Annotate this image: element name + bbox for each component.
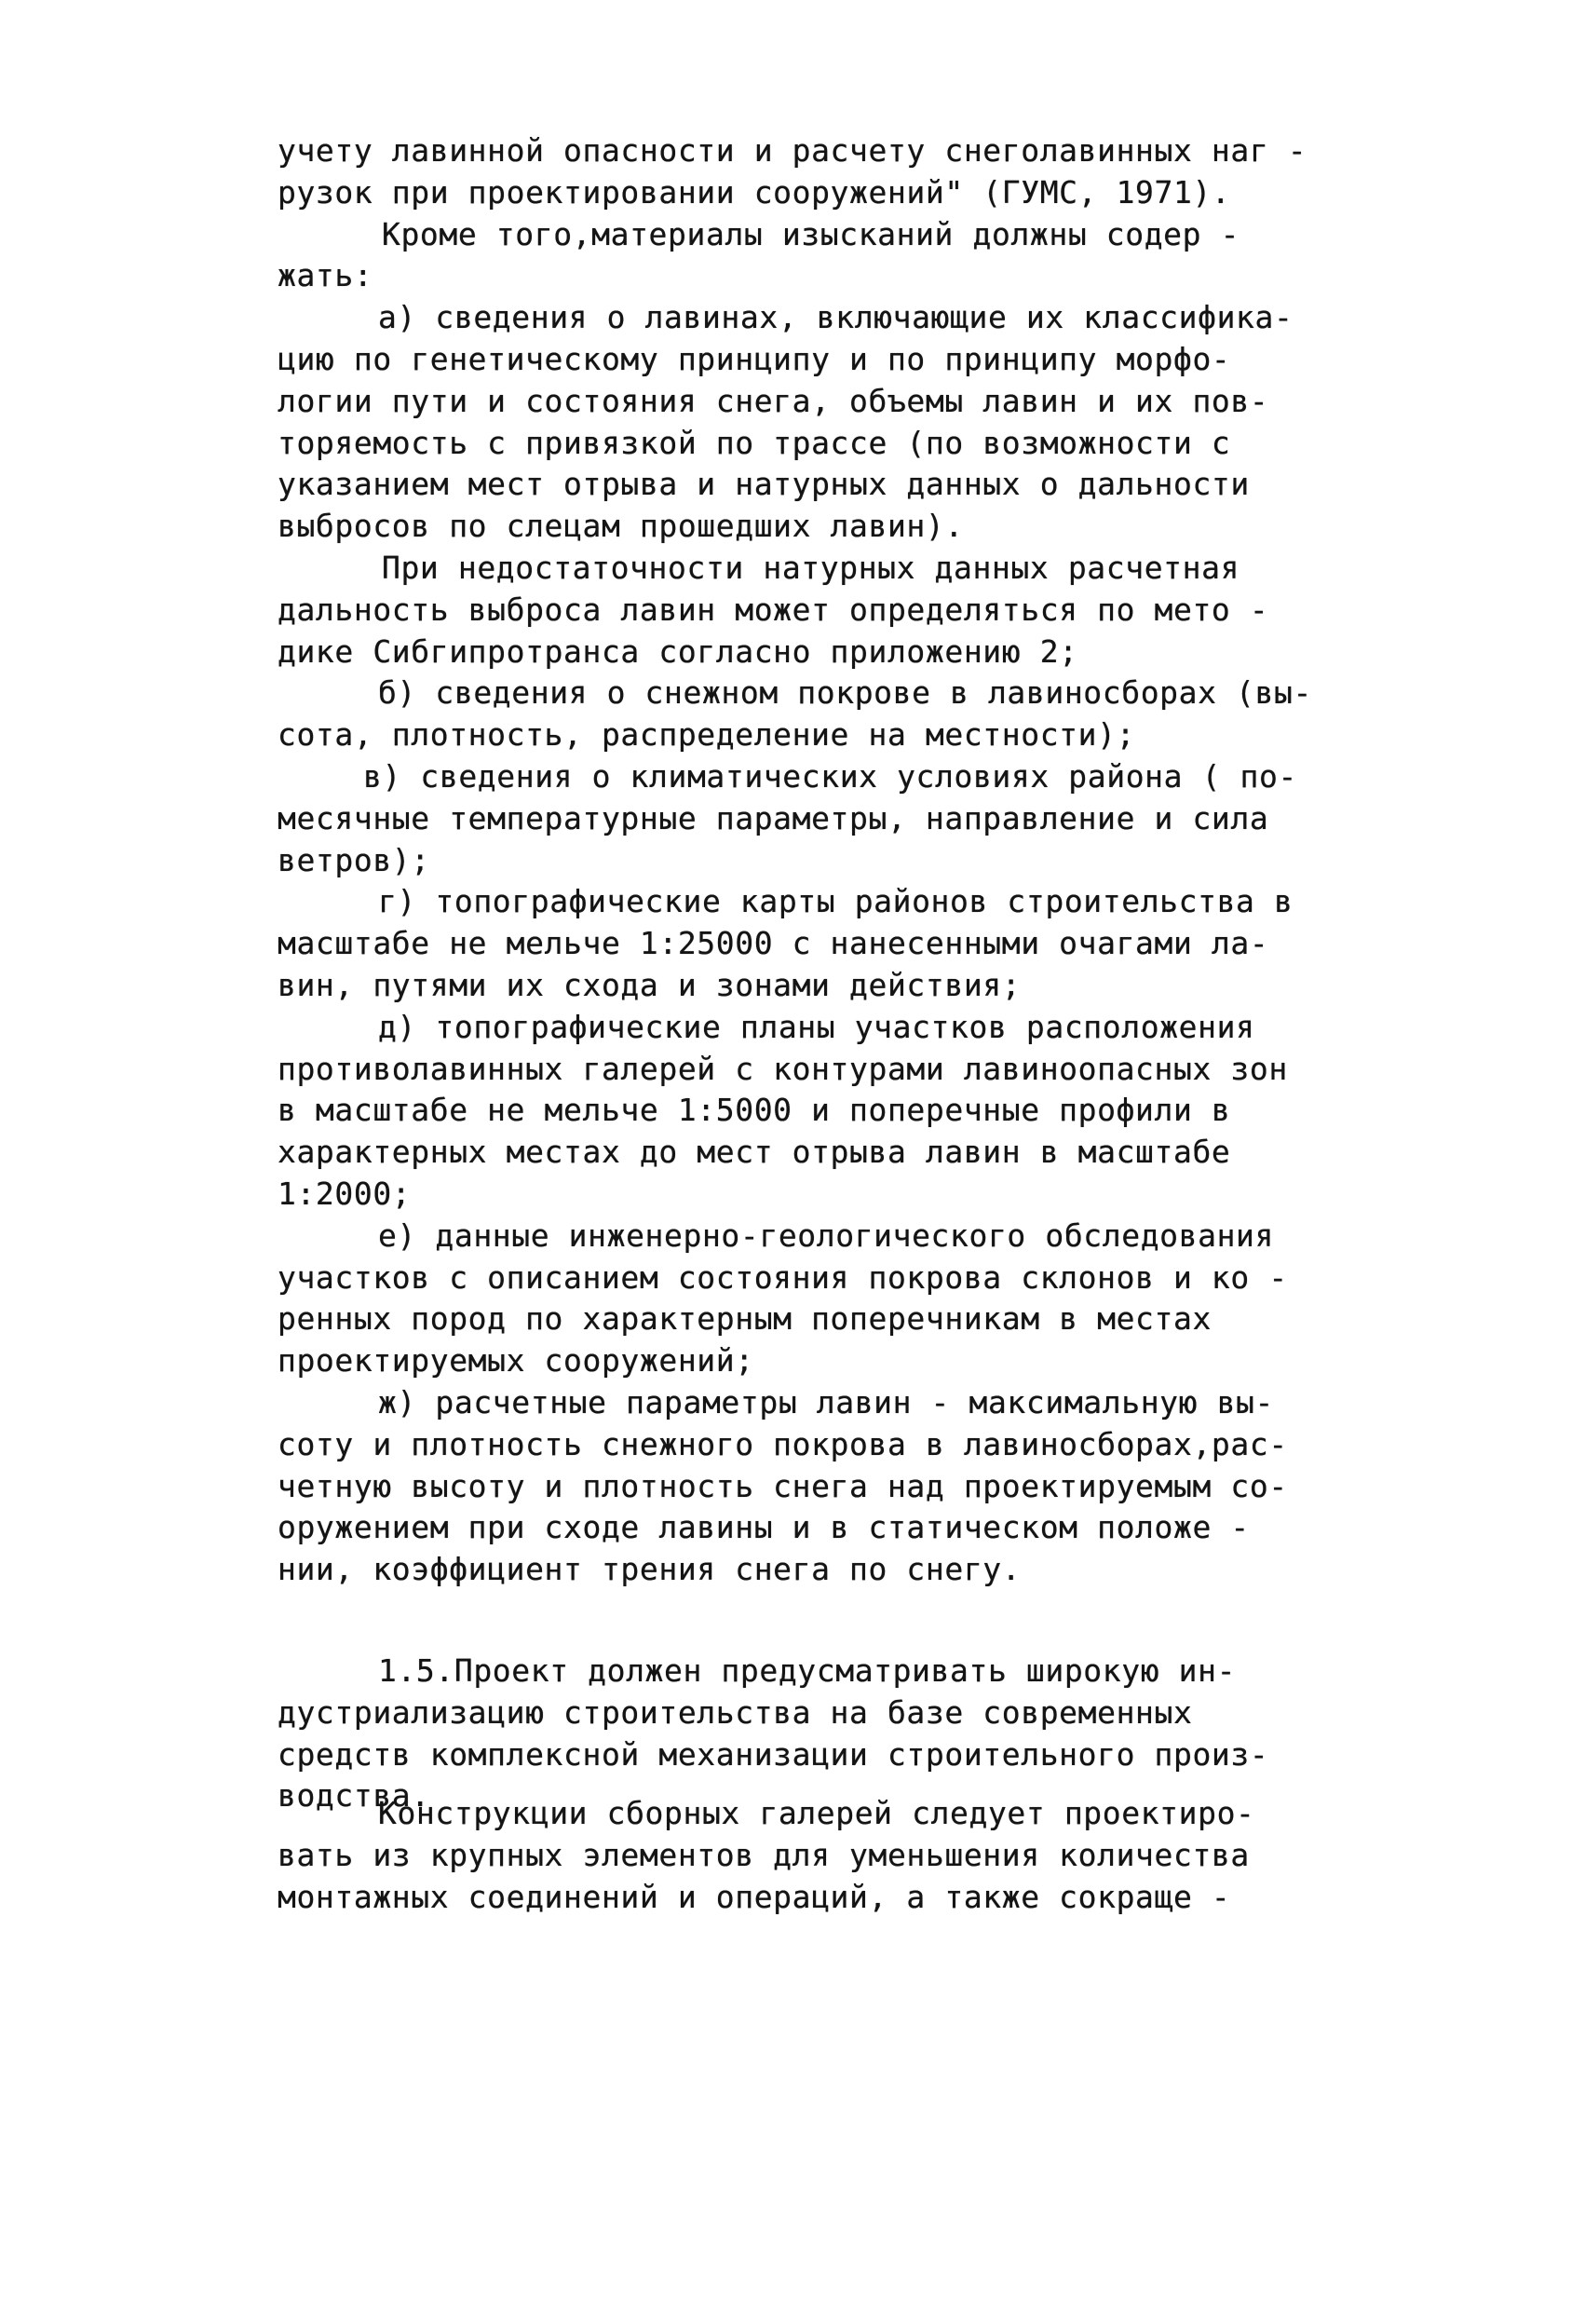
text-line: жать: [278, 257, 373, 294]
text-line: выбросов по слецам прошедших лавин). [278, 508, 964, 545]
text-line: средств комплексной механизации строительного произ- [278, 1735, 1269, 1773]
text-line: 1.5.Проект должен предусматривать широкую ин- [378, 1652, 1237, 1689]
text-line: дальность выброса лавин может определяться по мето - [278, 591, 1269, 628]
text-line: дике Сибгипротранса согласно приложению 2; [278, 632, 1078, 670]
text-line: указанием мест отрыва и натурных данных о дальности [278, 466, 1250, 503]
text-line: ж) расчетные параметры лавин - максимальную вы- [378, 1383, 1274, 1420]
text-line: е) данные инженерно-геологического обследования [378, 1216, 1274, 1254]
text-line: сота, плотность, распределение на местности); [278, 716, 1136, 754]
text-line: Конструкции сборных галерей следует проектиро- [378, 1795, 1255, 1831]
text-line: а) сведения о лавинах, включающие их классифика- [378, 299, 1294, 336]
text-line: вать из крупных элементов для уменьшения количества [278, 1836, 1250, 1873]
text-line: ветров); [278, 841, 430, 878]
text-line: четную высоту и плотность снега над проектируемым со- [278, 1467, 1288, 1504]
text-line: д) топографические планы участков расположения [378, 1008, 1255, 1045]
text-line: соту и плотность снежного покрова в лавиносборах,рас- [278, 1425, 1288, 1462]
text-line: Кроме того,материалы изысканий должны содер - [382, 215, 1240, 252]
text-line: При недостаточности натурных данных расчетная [382, 549, 1240, 586]
text-line: логии пути и состояния снега, объемы лавин и их пов- [278, 382, 1269, 419]
text-line: учету лавинной опасности и расчету снеголавинных наг - [278, 132, 1307, 169]
paragraph-block-constructions [278, 1793, 1409, 1918]
text-line: в масштабе не мельче 1:5000 и поперечные профили в [278, 1092, 1231, 1129]
text-line: торяемость с привязкой по трассе (по возможности с [278, 424, 1231, 461]
text-line: проектируемых сооружений; [278, 1342, 754, 1379]
text-line: нии, коэффициент трения снега по снегу. [278, 1551, 1022, 1588]
text-line: масштабе не мельче 1:25000 с нанесенными очагами ла- [278, 925, 1269, 962]
text-line: месячные температурные параметры, направление и сила [278, 799, 1269, 836]
paragraph-block-requirements [278, 130, 1409, 1591]
text-line: дустриализацию строительства на базе современных [278, 1693, 1193, 1731]
text-line: цию по генетическому принципу и по принципу морфо- [278, 340, 1231, 377]
text-line: г) топографические карты районов строительства в [378, 883, 1294, 920]
text-line: б) сведения о снежном покрове в лавиносборах (вы- [378, 674, 1312, 712]
text-line: участков с описанием состояния покрова склонов и ко - [278, 1258, 1288, 1296]
text-line: оружением при сходе лавины и в статическом положе - [278, 1509, 1250, 1546]
text-line: в) сведения о климатических условиях района ( по- [363, 757, 1297, 795]
text-line: рузок при проектировании сооружений" (ГУМС, 1971). [278, 173, 1231, 211]
text-line: 1:2000; [278, 1175, 412, 1212]
text-line: характерных местах до мест отрыва лавин в масштабе [278, 1134, 1231, 1171]
text-line: монтажных соединений и операций, а также сокраще - [278, 1878, 1231, 1915]
text-line: противолавинных галерей с контурами лавиноопасных зон [278, 1050, 1288, 1087]
text-line: водства. [278, 1777, 430, 1814]
text-line: ренных пород по характерным поперечникам в местах [278, 1300, 1212, 1338]
text-line: вин, путями их схода и зонами действия; [278, 966, 1022, 1003]
